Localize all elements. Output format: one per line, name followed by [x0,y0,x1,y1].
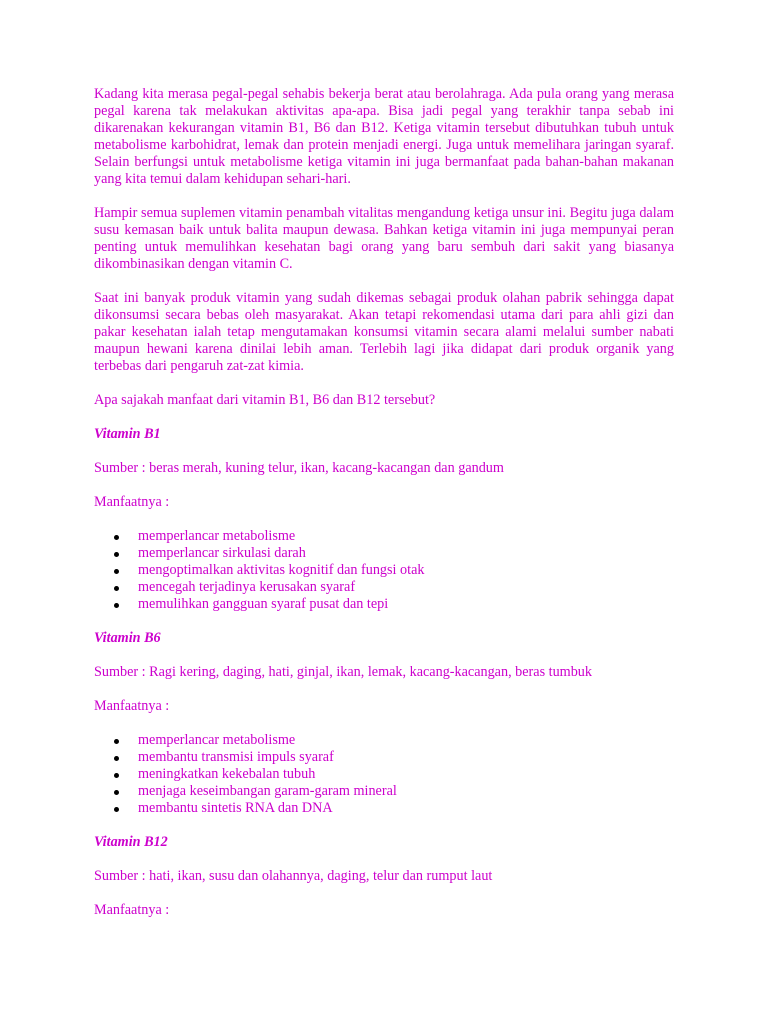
section-heading-b6: Vitamin B6 [94,630,161,646]
bullet-icon [114,756,119,761]
section-source-b1: Sumber : beras merah, kuning telur, ikan, kacang-kacangan dan gandum [94,460,504,476]
list-item [94,579,674,596]
section-heading-b1: Vitamin B1 [94,426,161,442]
benefits-label-b6: Manfaatnya : [94,698,170,714]
bullet-icon [114,773,119,778]
list-item-text: membantu transmisi impuls syaraf [138,749,334,765]
list-item-text: memperlancar sirkulasi darah [138,545,306,561]
bullet-icon [114,586,119,591]
list-item [94,562,674,579]
benefits-label-b1: Manfaatnya : [94,494,170,510]
bullet-icon [114,569,119,574]
list-item [94,749,674,766]
list-item [94,528,674,545]
document-page [94,86,674,936]
list-item-text: memperlancar metabolisme [138,528,296,544]
list-item-text: menjaga keseimbangan garam-garam mineral [138,783,397,799]
list-item [94,596,674,613]
bullet-icon [114,552,119,557]
section-heading-b12: Vitamin B12 [94,834,168,850]
bullet-icon [114,739,119,744]
intro-paragraph-2: Hampir semua suplemen vitamin penambah vitalitas mengandung ketiga unsur ini. Begitu juga dalam susu kemasan baik untuk balita maupun dewasa. Bahkan ketiga vitamin ini juga mempunyai peran penting untuk memulihkan kesehatan bagi orang yang baru sembuh dari sakit yang biasanya dikombinasikan dengan vitamin C. [94,205,674,272]
list-item [94,766,674,783]
list-item [94,732,674,749]
list-item-text: membantu sintetis RNA dan DNA [138,800,333,816]
list-item [94,800,674,817]
intro-paragraph-1: Kadang kita merasa pegal-pegal sehabis bekerja berat atau berolahraga. Ada pula orang yang merasa pegal karena tak melakukan aktivitas apa-apa. Bisa jadi pegal yang terakhir tanpa sebab ini dikarenakan kekurangan vitamin B1, B6 dan B12. Ketiga vitamin tersebut dibutuhkan tubuh untuk metabolisme karbohidrat, lemak dan protein menjadi energi. Juga untuk memelihara jaringan syaraf. Selain berfungsi untuk metabolisme ketiga vitamin ini juga bermanfaat pada bahan-bahan makanan yang kita temui dalam kehidupan sehari-hari. [94,86,674,187]
list-item-text: memulihkan gangguan syaraf pusat dan tepi [138,596,389,612]
benefits-list-b1 [94,528,674,613]
section-source-b6: Sumber : Ragi kering, daging, hati, ginjal, ikan, lemak, kacang-kacangan, beras tumbuk [94,664,592,680]
bullet-icon [114,535,119,540]
bullet-icon [114,790,119,795]
list-item-text: mencegah terjadinya kerusakan syaraf [138,579,356,595]
list-item [94,545,674,562]
intro-paragraph-3: Saat ini banyak produk vitamin yang sudah dikemas sebagai produk olahan pabrik sehingga dapat dikonsumsi secara bebas oleh masyarakat. Akan tetapi rekomendasi utama dari para ahli gizi dan pakar kesehatan ialah tetap mengutamakan konsumsi vitamin secara alami melalui sumber nabati maupun hewani karena dinilai lebih aman. Terlebih lagi jika didapat dari produk organik yang terbebas dari pengaruh zat-zat kimia. [94,290,674,374]
question-line: Apa sajakah manfaat dari vitamin B1, B6 dan B12 tersebut? [94,392,436,408]
list-item [94,783,674,800]
benefits-label-b12: Manfaatnya : [94,902,170,918]
section-source-b12: Sumber : hati, ikan, susu dan olahannya, daging, telur dan rumput laut [94,868,493,884]
list-item-text: mengoptimalkan aktivitas kognitif dan fungsi otak [138,562,425,578]
list-item-text: memperlancar metabolisme [138,732,296,748]
benefits-list-b6 [94,732,674,817]
list-item-text: meningkatkan kekebalan tubuh [138,766,316,782]
bullet-icon [114,603,119,608]
bullet-icon [114,807,119,812]
